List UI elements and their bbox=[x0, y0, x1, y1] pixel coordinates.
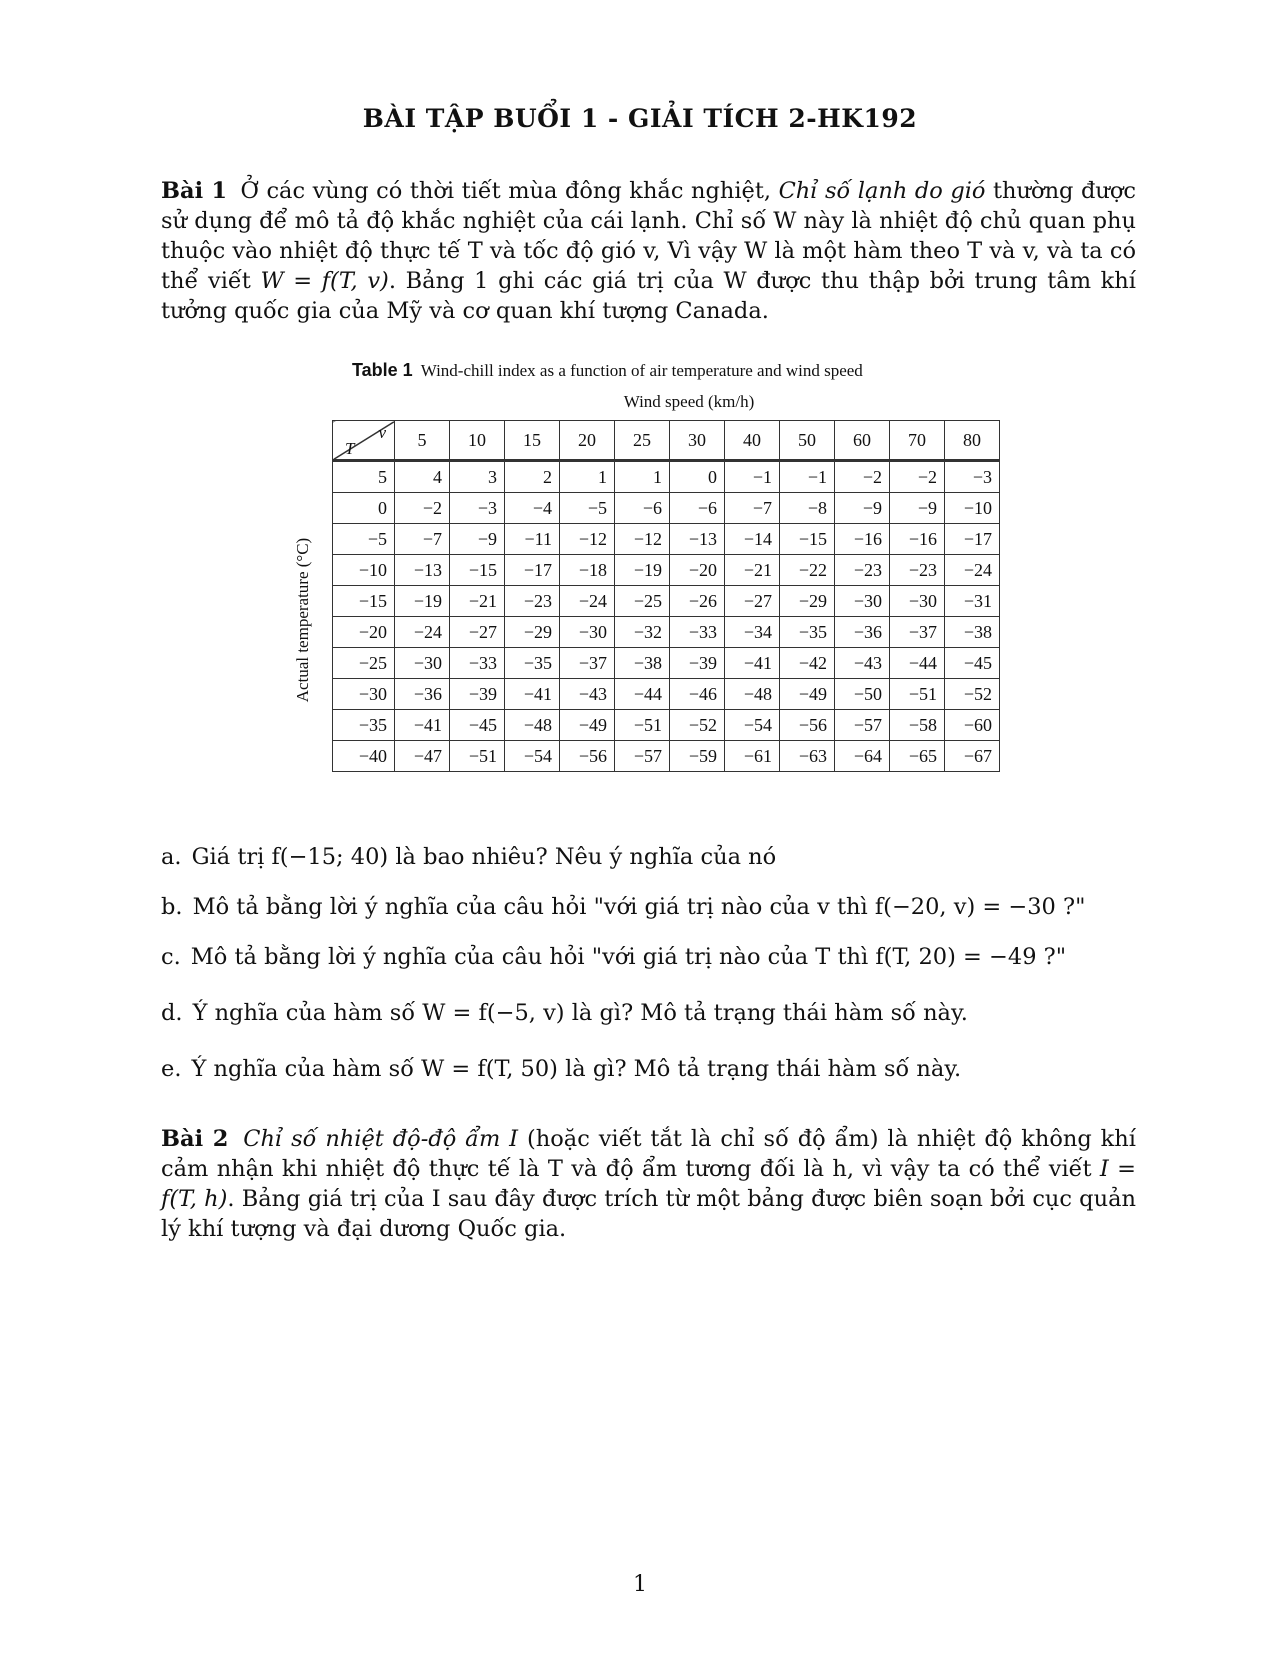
question-marker: a. bbox=[161, 844, 182, 870]
table-cell: −35 bbox=[780, 617, 835, 648]
table-cell: 1 bbox=[615, 461, 670, 493]
table-caption bbox=[352, 360, 863, 381]
table-cell: −11 bbox=[505, 524, 560, 555]
table-cell: −7 bbox=[395, 524, 450, 555]
table-cell: −34 bbox=[725, 617, 780, 648]
table-cell: −42 bbox=[780, 648, 835, 679]
table-cell: −29 bbox=[780, 586, 835, 617]
question-marker: d. bbox=[161, 1000, 183, 1026]
table-cell: −21 bbox=[450, 586, 505, 617]
speed-header-cell: 80 bbox=[945, 421, 1000, 461]
corner-t-label: T bbox=[345, 439, 355, 458]
table-cell: −18 bbox=[560, 555, 615, 586]
table-cell: −30 bbox=[890, 586, 945, 617]
exercise-2-label: Bài 2 bbox=[161, 1126, 229, 1152]
question-marker: c. bbox=[161, 944, 181, 970]
exercise-2-term: Chỉ số nhiệt độ-độ ẩm I bbox=[243, 1126, 519, 1152]
table-cell: −57 bbox=[615, 741, 670, 772]
question-a bbox=[161, 842, 776, 872]
table-cell: −15 bbox=[780, 524, 835, 555]
table-row bbox=[333, 524, 1000, 555]
table-cell: −23 bbox=[835, 555, 890, 586]
table-cell: −30 bbox=[395, 648, 450, 679]
table-caption-text: Wind-chill index as a function of air temperature and wind speed bbox=[420, 361, 863, 380]
table-cell: −8 bbox=[780, 493, 835, 524]
table-cell: −35 bbox=[505, 648, 560, 679]
table-cell: −2 bbox=[395, 493, 450, 524]
table-cell: 4 bbox=[395, 461, 450, 493]
speed-header-cell: 50 bbox=[780, 421, 835, 461]
temperature-row-header: −15 bbox=[333, 586, 395, 617]
table-cell: −63 bbox=[780, 741, 835, 772]
table-cell: −9 bbox=[835, 493, 890, 524]
table-cell: −41 bbox=[395, 710, 450, 741]
table-cell: −7 bbox=[725, 493, 780, 524]
table-cell: −6 bbox=[670, 493, 725, 524]
table-row bbox=[333, 617, 1000, 648]
exercise-2-text-a: (hoặc viết tắt là chỉ số độ ẩm) là nhiệt độ không khí cảm nhận khi nhiệt độ thực tế là T và độ ẩm tương đối là h, vì vậy ta có thể viết bbox=[161, 1126, 1136, 1182]
table-row bbox=[333, 493, 1000, 524]
exercise-1-text-a: Ở các vùng có thời tiết mùa đông khắc nghiệt, bbox=[240, 178, 772, 204]
table-cell: −52 bbox=[670, 710, 725, 741]
temperature-row-header: −5 bbox=[333, 524, 395, 555]
table-cell: −25 bbox=[615, 586, 670, 617]
table-cell: −32 bbox=[615, 617, 670, 648]
question-text: Ý nghĩa của hàm số W = f(T, 50) là gì? Mô tả trạng thái hàm số này. bbox=[191, 1056, 962, 1082]
page-number: 1 bbox=[633, 1572, 647, 1597]
table-cell: −27 bbox=[725, 586, 780, 617]
table-cell: 1 bbox=[560, 461, 615, 493]
table-cell: −30 bbox=[560, 617, 615, 648]
table-cell: −2 bbox=[835, 461, 890, 493]
table-cell: −16 bbox=[835, 524, 890, 555]
table-cell: −41 bbox=[725, 648, 780, 679]
table-cell: −24 bbox=[560, 586, 615, 617]
table-cell: −58 bbox=[890, 710, 945, 741]
table-cell: −23 bbox=[890, 555, 945, 586]
table-cell: −12 bbox=[615, 524, 670, 555]
table-cell: −9 bbox=[450, 524, 505, 555]
exercise-1-term: Chỉ số lạnh do gió bbox=[778, 178, 986, 204]
table-cell: −6 bbox=[615, 493, 670, 524]
table-cell: −14 bbox=[725, 524, 780, 555]
exercise-1-formula: W = f(T, v) bbox=[260, 268, 389, 294]
temperature-row-header: −30 bbox=[333, 679, 395, 710]
table-cell: −43 bbox=[835, 648, 890, 679]
table-row bbox=[333, 555, 1000, 586]
speed-header-cell: 40 bbox=[725, 421, 780, 461]
temperature-row-header: −40 bbox=[333, 741, 395, 772]
exercise-2-paragraph bbox=[161, 1124, 1136, 1244]
speed-header-cell: 5 bbox=[395, 421, 450, 461]
table-cell: −61 bbox=[725, 741, 780, 772]
speed-header-cell: 25 bbox=[615, 421, 670, 461]
question-d bbox=[161, 998, 968, 1028]
table-cell: −30 bbox=[835, 586, 890, 617]
table-label: Table 1 bbox=[352, 360, 413, 380]
exercise-1-text-c: . Bảng 1 ghi các giá trị của W được thu thập bởi trung tâm khí tưởng quốc gia của Mỹ và cơ quan khí tượng Canada. bbox=[161, 268, 1136, 324]
table-cell: −9 bbox=[890, 493, 945, 524]
table-cell: −45 bbox=[450, 710, 505, 741]
table-cell: −20 bbox=[670, 555, 725, 586]
table-cell: −3 bbox=[450, 493, 505, 524]
table-cell: −56 bbox=[560, 741, 615, 772]
speed-header-cell: 30 bbox=[670, 421, 725, 461]
wind-speed-header: Wind speed (km/h) bbox=[623, 392, 755, 411]
table-cell: −33 bbox=[450, 648, 505, 679]
table-cell: −45 bbox=[945, 648, 1000, 679]
wind-chill-table bbox=[332, 420, 1000, 772]
table-cell: −22 bbox=[780, 555, 835, 586]
table-cell: −56 bbox=[780, 710, 835, 741]
table-cell: −51 bbox=[615, 710, 670, 741]
exercise-2-text-b: . Bảng giá trị của I sau đây được trích từ một bảng được biên soạn bởi cục quản lý khí tượng và đại dương Quốc gia. bbox=[161, 1186, 1136, 1242]
exercise-2-formula: I = f(T, h) bbox=[161, 1156, 1137, 1212]
table-cell: −49 bbox=[780, 679, 835, 710]
table-cell: −47 bbox=[395, 741, 450, 772]
speed-header-cell: 20 bbox=[560, 421, 615, 461]
table-cell: −41 bbox=[505, 679, 560, 710]
table-cell: −10 bbox=[945, 493, 1000, 524]
table-cell: −48 bbox=[725, 679, 780, 710]
table-cell: −44 bbox=[890, 648, 945, 679]
question-text: Ý nghĩa của hàm số W = f(−5, v) là gì? Mô tả trạng thái hàm số này. bbox=[192, 1000, 968, 1026]
table-cell: −37 bbox=[560, 648, 615, 679]
temperature-row-header: −25 bbox=[333, 648, 395, 679]
table-cell: −5 bbox=[560, 493, 615, 524]
temperature-row-header: −35 bbox=[333, 710, 395, 741]
table-cell: −37 bbox=[890, 617, 945, 648]
speed-header-cell: 70 bbox=[890, 421, 945, 461]
table-cell: −38 bbox=[615, 648, 670, 679]
table-cell: −1 bbox=[780, 461, 835, 493]
exercise-1-text-b: thường được sử dụng để mô tả độ khắc nghiệt của cái lạnh. Chỉ số W này là nhiệt độ chủ quan phụ thuộc vào nhiệt độ thực tế T và tốc độ gió v, Vì vậy W là một hàm theo T và v, và ta có thể viết bbox=[161, 178, 1137, 294]
exercise-1-paragraph bbox=[161, 176, 1136, 326]
table-cell: −57 bbox=[835, 710, 890, 741]
table-cell: −54 bbox=[725, 710, 780, 741]
table-cell: −29 bbox=[505, 617, 560, 648]
temperature-axis-label: Actual temperature (°C) bbox=[293, 537, 312, 703]
table-cell: −19 bbox=[615, 555, 670, 586]
table-row bbox=[333, 710, 1000, 741]
table-row bbox=[333, 648, 1000, 679]
table-cell: −1 bbox=[725, 461, 780, 493]
table-cell: −48 bbox=[505, 710, 560, 741]
table-cell: −39 bbox=[450, 679, 505, 710]
table-cell: −44 bbox=[615, 679, 670, 710]
table-cell: −46 bbox=[670, 679, 725, 710]
table-cell: −50 bbox=[835, 679, 890, 710]
table-cell: −54 bbox=[505, 741, 560, 772]
temperature-row-header: −20 bbox=[333, 617, 395, 648]
question-text: Mô tả bằng lời ý nghĩa của câu hỏi "với giá trị nào của T thì f(T, 20) = −49 ?" bbox=[190, 944, 1067, 970]
table-cell: −2 bbox=[890, 461, 945, 493]
question-marker: b. bbox=[161, 894, 183, 920]
speed-header-cell: 15 bbox=[505, 421, 560, 461]
question-text: Giá trị f(−15; 40) là bao nhiêu? Nêu ý nghĩa của nó bbox=[191, 844, 777, 870]
table-cell: −52 bbox=[945, 679, 1000, 710]
table-cell: −36 bbox=[835, 617, 890, 648]
table-cell: −12 bbox=[560, 524, 615, 555]
table-cell: −49 bbox=[560, 710, 615, 741]
table-cell: −13 bbox=[670, 524, 725, 555]
table-cell: −4 bbox=[505, 493, 560, 524]
temperature-row-header: 5 bbox=[333, 461, 395, 493]
table-cell: −3 bbox=[945, 461, 1000, 493]
table-cell: −16 bbox=[890, 524, 945, 555]
table-cell: −27 bbox=[450, 617, 505, 648]
table-cell: −31 bbox=[945, 586, 1000, 617]
table-cell: −24 bbox=[395, 617, 450, 648]
question-b bbox=[161, 892, 1085, 922]
question-c bbox=[161, 942, 1066, 972]
question-text: Mô tả bằng lời ý nghĩa của câu hỏi "với giá trị nào của v thì f(−20, v) = −30 ?" bbox=[192, 894, 1086, 920]
table-corner-cell bbox=[333, 421, 395, 461]
speed-header-cell: 60 bbox=[835, 421, 890, 461]
table-cell: −33 bbox=[670, 617, 725, 648]
table-row bbox=[333, 586, 1000, 617]
table-cell: −13 bbox=[395, 555, 450, 586]
table-cell: 3 bbox=[450, 461, 505, 493]
table-cell: −17 bbox=[505, 555, 560, 586]
table-header-row bbox=[333, 421, 1000, 461]
question-marker: e. bbox=[161, 1056, 182, 1082]
table-cell: −36 bbox=[395, 679, 450, 710]
table-row bbox=[333, 461, 1000, 493]
table-cell: −23 bbox=[505, 586, 560, 617]
table-body bbox=[333, 461, 1000, 772]
table-cell: −19 bbox=[395, 586, 450, 617]
table-cell: −21 bbox=[725, 555, 780, 586]
speed-header-cell: 10 bbox=[450, 421, 505, 461]
table-cell: −17 bbox=[945, 524, 1000, 555]
page-title: BÀI TẬP BUỔI 1 - GIẢI TÍCH 2-HK192 bbox=[362, 104, 918, 133]
table-cell: −65 bbox=[890, 741, 945, 772]
table-cell: −67 bbox=[945, 741, 1000, 772]
table-cell: −26 bbox=[670, 586, 725, 617]
table-cell: −15 bbox=[450, 555, 505, 586]
question-e bbox=[161, 1054, 961, 1084]
table-cell: −59 bbox=[670, 741, 725, 772]
corner-v-label: v bbox=[378, 423, 386, 442]
table-cell: −38 bbox=[945, 617, 1000, 648]
table-cell: −51 bbox=[450, 741, 505, 772]
table-cell: 0 bbox=[670, 461, 725, 493]
temperature-row-header: −10 bbox=[333, 555, 395, 586]
table-cell: −43 bbox=[560, 679, 615, 710]
table-cell: 2 bbox=[505, 461, 560, 493]
table-cell: −24 bbox=[945, 555, 1000, 586]
exercise-1-label: Bài 1 bbox=[161, 178, 227, 204]
table-row bbox=[333, 679, 1000, 710]
table-row bbox=[333, 741, 1000, 772]
table-cell: −64 bbox=[835, 741, 890, 772]
table-cell: −51 bbox=[890, 679, 945, 710]
temperature-row-header: 0 bbox=[333, 493, 395, 524]
table-cell: −39 bbox=[670, 648, 725, 679]
table-cell: −60 bbox=[945, 710, 1000, 741]
